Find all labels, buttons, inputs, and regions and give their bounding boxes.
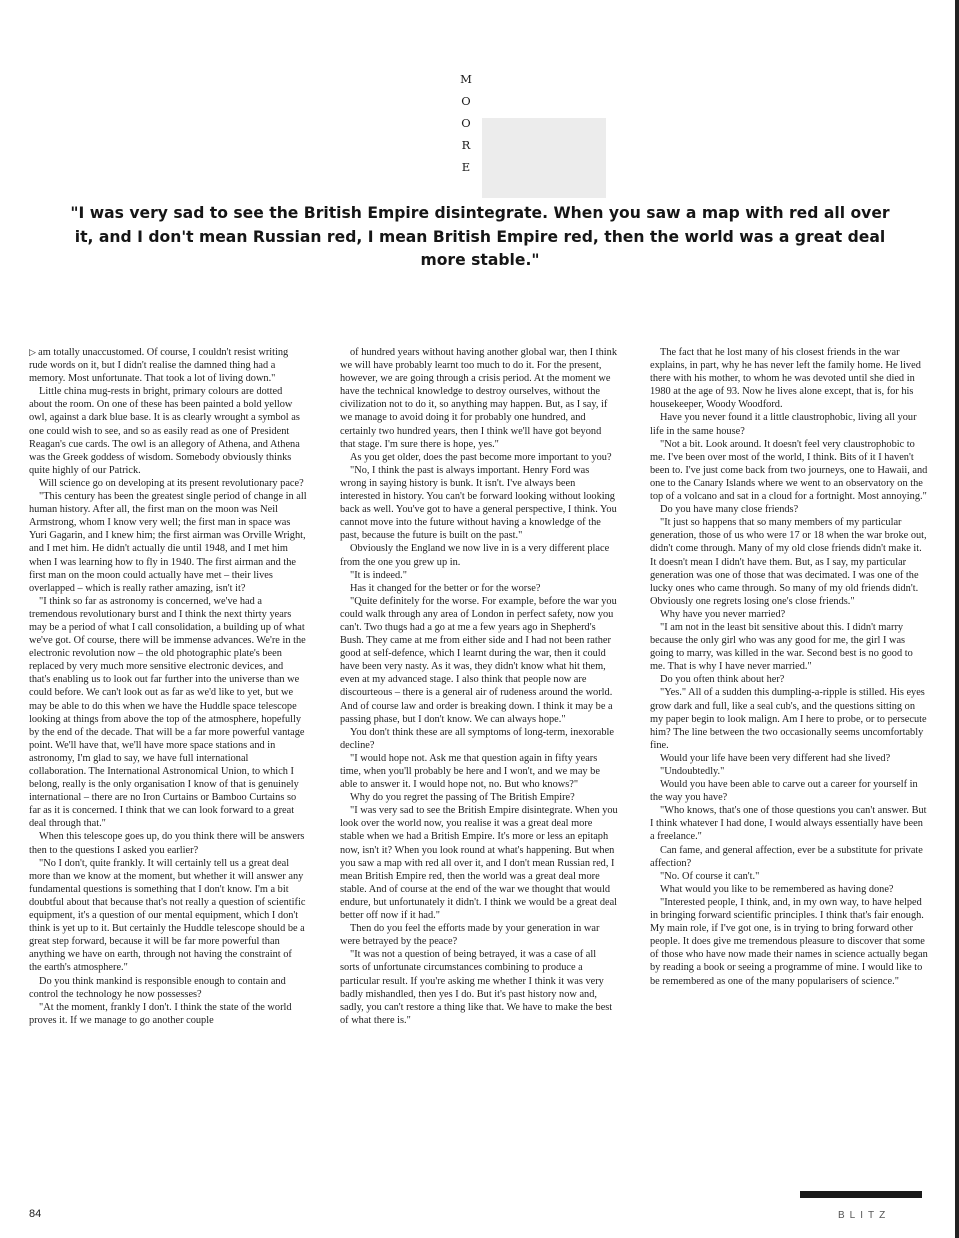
- article-paragraph: "Quite definitely for the worse. For example, before the war you could walk through any area of London in perfect safety, now you can't. Two thugs had a go at me a few years ago in Shepherd's Bush. They came at me from either side and I had not been rather good at self-defence, which I learnt during the war, then it could have been very nasty. As it was, they didn't know what hit them, even at my advanced stage. I also think that people now are discourteous – there is a general air of rudeness around the world. And of course law and order is breaking down. I think it may be a passing phase, but I don't know. We can always hope.": [340, 595, 617, 725]
- article-paragraph: "No I don't, quite frankly. It will certainly tell us a great deal more than we know at the moment, but whether it will answer any fundamental questions is something that I don't know. I'm a bit doubtful about that because that's not really a question of scientific equipment, it's a question of our mental equipment, which I don't think is yet up to it. But certainly the Huddle telescope should be a great step forward, because it will be far more powerful than anything we have on earth, through not having the constraint of the earth's atmosphere.": [29, 857, 306, 974]
- page-number: 84: [29, 1208, 42, 1220]
- article-paragraph: "It is indeed.": [350, 569, 407, 581]
- magazine-masthead: BLITZ: [838, 1210, 891, 1221]
- article-paragraph: "At the moment, frankly I don't. I think the state of the world proves it. If we manage to go another couple: [29, 1001, 292, 1026]
- article-lead-paragraph: [29, 346, 307, 385]
- article-paragraph: am totally unaccustomed. Of course, I couldn't resist writing rude words on it, but I didn't realise the damned thing had a memory. Most unfortunate. That took a lot of living down.": [29, 347, 289, 385]
- article-paragraph: Obviously the England we now live in is a very different place from the one you grew up in.: [340, 543, 610, 568]
- article-paragraph: Then do you feel the efforts made by your generation in war were betrayed by the peace?: [340, 923, 600, 948]
- article-paragraph: "This century has been the greatest single period of change in all human history. After all, the first man on the moon was Neil Armstrong, whom I know very well; the first man in space was Yuri Gagarin, and I knew him; the first airman was Orville Wright, and I met him. He didn't actually die until 1948, and I met him when I was learning how to fly in 1940. The first airman and the first man on the moon could actually have met – their lives overlapped – which is really rather amazing, isn't it?: [29, 491, 307, 594]
- article-paragraph: "It was not a question of being betrayed, it was a case of all sorts of unfortunate circumstances combining to produce a particular result. If you're asking me whether I think it was very badly mishandled, then yes I do. But it's past history now and, sadly, you can't restore a thing like that. We have to make the best of what there is.": [340, 949, 613, 1026]
- article-paragraph: As you get older, does the past become more important to you?: [350, 451, 612, 463]
- article-paragraph: Do you often think about her?: [660, 674, 785, 686]
- article-paragraph: "No, I think the past is always important. Henry Ford was wrong in saying history is bunk. It isn't. I've always been interested in history. You can't be forward looking without looking back as well. You've got to have a general perspective, I think. You cannot move into the future without having a knowledge of the past, because the future is built on the past.": [340, 464, 617, 542]
- name-letter: O: [461, 116, 471, 130]
- article-paragraph: Can fame, and general affection, ever be a substitute for private affection?: [650, 844, 923, 869]
- article-column-3: [650, 346, 928, 988]
- article-paragraph: "Not a bit. Look around. It doesn't feel very claustrophobic to me. I've been over most of the world, I think. Bits of it I haven't been to. I've just come back from two journeys, one to Hawaii, and one to the Canary Islands where we went to an observatory on the top of a volcano and sat in a cloud for a fortnight. Most annoying.": [650, 438, 928, 503]
- name-letter: M: [460, 72, 472, 86]
- article-paragraph: "Interested people, I think, and, in my own way, to have helped in bringing forward scientific principles. I think that's fair enough. My main role, if I've got one, is in trying to bring forward other people. It does give me tremendous pleasure to discover that some of those who have now made their names in science actually began by reading a book or seeing a programme of mine. I would like to be remembered as one of the many popularisers of science.": [650, 896, 928, 987]
- article-paragraph: of hundred years without having another global war, then I think we will have probably learnt too much to do it. For the present, however, we are going through a crisis period. At the moment we have the technical knowledge to destroy ourselves, without the civilization not to do it, so anything may happen. But, as I say, if we manage to avoid doing it for probably one hundred, and certainly two hundred years, then I think we'll have got beyond that stage. I'm sure there is hope, yes.": [340, 347, 618, 450]
- name-letter: E: [461, 160, 471, 174]
- article-paragraph: Would you have been able to carve out a career for yourself in the way you have?: [650, 779, 918, 804]
- article-paragraph: Will science go on developing at its present revolutionary pace?: [39, 477, 304, 489]
- article-paragraph: Why do you regret the passing of The British Empire?: [350, 792, 575, 804]
- name-letter: O: [461, 94, 471, 108]
- article-paragraph: When this telescope goes up, do you think there will be answers then to the questions I asked you earlier?: [29, 831, 305, 856]
- article-paragraph: The fact that he lost many of his closest friends in the war explains, in part, why he has never left the family home. He lived there with his mother, to whom he was devoted until she died in 1980 at the age of 93. Now he lives alone except, that is, for his housekeeper, Woody Woodford.: [650, 347, 921, 411]
- article-paragraph: "No. Of course it can't.": [660, 870, 760, 882]
- vertical-name-header: [456, 68, 476, 178]
- article-paragraph: "I am not in the least bit sensitive about this. I didn't marry because the only girl who was any good for me, the girl I was going to marry, was killed in the war. Second best is no good to me. That is why I have never married.": [650, 621, 913, 673]
- article-paragraph: Do you think mankind is responsible enough to contain and control the technology he now possesses?: [29, 975, 286, 1000]
- name-letter: R: [461, 138, 471, 152]
- triangle-bullet-icon: ▷: [29, 347, 39, 357]
- article-paragraph: "It just so happens that so many members of my particular generation, those of us who were 17 or 18 when the war broke out, didn't come through. Many of my old close friends didn't make it. It doesn't mean I didn't have them. But, as I say, my particular generation was one of those that was decimated. I was one of the lucky ones who came through. So many of my old friends didn't. Obviously one regrets losing one's close friends.": [650, 517, 927, 607]
- article-paragraph: You don't think these are all symptoms of long-term, inexorable decline?: [340, 726, 614, 751]
- article-paragraph: "Who knows, that's one of those questions you can't answer. But I think whatever I had done, I would always essentially have been a freelance.": [650, 805, 927, 843]
- pull-quote: "I was very sad to see the British Empire disintegrate. When you saw a map with red all over it, and I don't mean Russian red, I mean British Empire red, then the world was a great deal more stable.": [70, 204, 890, 269]
- article-paragraph: Would your life have been very different had she lived?: [660, 752, 891, 764]
- article-paragraph: "Undoubtedly.": [660, 766, 725, 777]
- article-paragraph: Little china mug-rests in bright, primary colours are dotted about the room. On one of these has been painted a bold yellow owl, against a dark blue base. It is as clearly wrought a symbol as one could wish to see, and so as easily read as one of President Reagan's cue cards. The owl is an allegory of Athena, and Athena was the Greek goddess of wisdom. Somebody obviously thinks quite highly of our Patrick.: [29, 386, 300, 476]
- article-column-2: [340, 346, 618, 1027]
- article-paragraph: "I think so far as astronomy is concerned, we've had a tremendous revolutionary burst and I think the next thirty years may be a period of what I call consolidation, a building up of what we've got. Of course, there will be immense advances. We're in the electronic revolution now – the old photographic plate's been replaced by very much more sensitive electronic devices, and that's enabling us to look out far further into the universe than we could before. We can't look out as far as we'd like to yet, but we may be able to do this when we have the Huddle space telescope looking at things from above the top of the atmosphere, hopefully by the end of the decade. That will be a far more powerful vantage point. We'll have that, we'll have more space stations and in astronomy, I'm glad to say, we have full international collaboration. The International Astronomical Union, to which I belong, really is the only organisation I know of that is genuinely international – there are no Iron Curtains or Bamboo Curtains so far as it is concerned. I think that we can look forward to a great deal through that.": [29, 595, 306, 830]
- grey-shaded-panel: [482, 118, 606, 198]
- end-of-article-bar: [800, 1191, 922, 1198]
- article-paragraph: Why have you never married?: [660, 608, 786, 620]
- article-paragraph: Do you have many close friends?: [660, 504, 799, 516]
- article-paragraph: "I was very sad to see the British Empire disintegrate. When you look over the world now, you realise it was a great deal more stable when we had a British Empire. It's more or less an epitaph now, isn't it? When you look round at what's happening. But when you saw a map with red all over it, and I don't mean Russian red, I mean British Empire red, then the world was a great deal more stable. And of course at the end of the war we thought that would endure, but unfortunately it didn't. I think we would be a great deal better off now if it had.": [340, 805, 618, 922]
- page-edge-shadow: [955, 0, 959, 1238]
- article-paragraph: What would you like to be remembered as having done?: [660, 883, 894, 895]
- article-paragraph: "I would hope not. Ask me that question again in fifty years time, when you'll probably be here and I won't, and we may be able to answer it. I would hope not, no. But who knows?": [340, 752, 600, 791]
- article-paragraph: "Yes." All of a sudden this dumpling-a-ripple is stilled. His eyes grow dark and full, like a seal cub's, and the questions sitting on my paper begin to look malign. Am I here to probe, or to persecute him? The line between the two occasionally seems uncomfortably fine.: [650, 687, 927, 751]
- article-paragraph: Have you never found it a little claustrophobic, living all your life in the same house?: [650, 412, 917, 437]
- article-paragraph: Has it changed for the better or for the worse?: [350, 582, 541, 594]
- article-column-1: [29, 346, 307, 1027]
